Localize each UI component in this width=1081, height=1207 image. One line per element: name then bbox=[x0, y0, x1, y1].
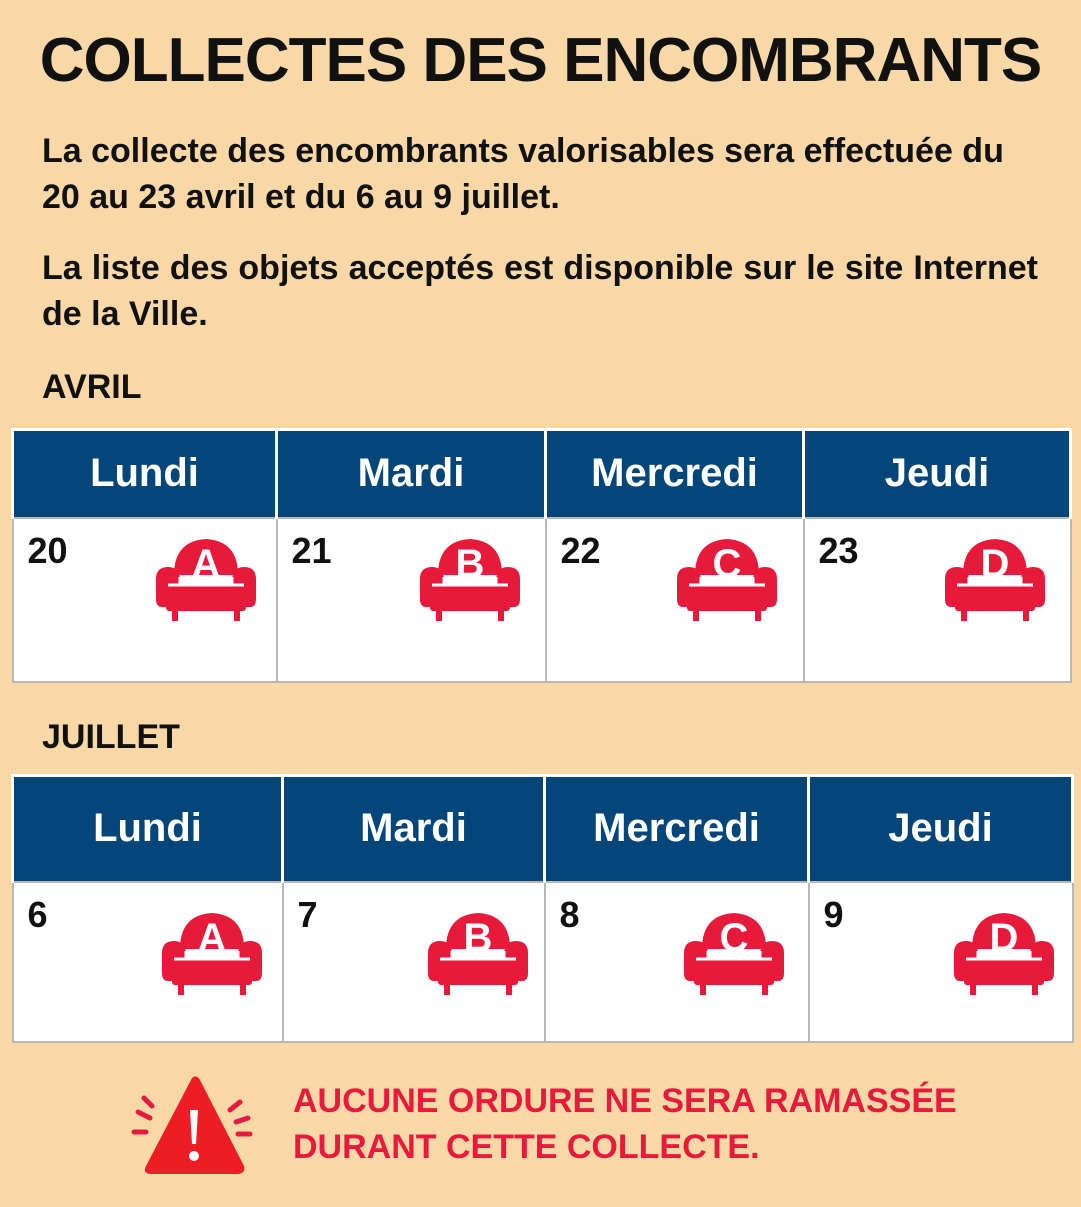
armchair-icon bbox=[950, 907, 1058, 1003]
day-header-jeudi: Jeudi bbox=[809, 776, 1073, 882]
notice-line-1: AUCUNE ORDURE NE SERA RAMASSÉE bbox=[293, 1082, 957, 1120]
armchair-icon bbox=[416, 533, 524, 629]
zone-letter: A bbox=[191, 541, 220, 586]
day-number: 22 bbox=[560, 529, 601, 571]
day-number: 9 bbox=[823, 893, 844, 935]
armchair-icon bbox=[680, 907, 788, 1003]
warning-triangle-icon bbox=[130, 1070, 260, 1180]
intro-dates: La collecte des encombrants valorisables sera effectuée du 20 au 23 avril et du 6 au 9 juillet. bbox=[42, 132, 1004, 216]
armchair-icon bbox=[158, 907, 266, 1003]
day-header-lundi: Lundi bbox=[13, 776, 283, 882]
notice-text bbox=[293, 1078, 957, 1170]
armchair-icon bbox=[673, 533, 781, 629]
day-number: 6 bbox=[27, 893, 48, 935]
day-cell bbox=[546, 518, 804, 682]
day-header-lundi: Lundi bbox=[13, 430, 277, 518]
day-cell bbox=[809, 882, 1073, 1042]
zone-letter: B bbox=[455, 541, 484, 586]
day-header-jeudi: Jeudi bbox=[804, 430, 1071, 518]
armchair-icon bbox=[424, 907, 532, 1003]
day-header-mercredi: Mercredi bbox=[546, 430, 804, 518]
day-cell bbox=[277, 518, 546, 682]
day-cell bbox=[545, 882, 809, 1042]
zone-letter: D bbox=[980, 541, 1009, 586]
day-header-mardi: Mardi bbox=[283, 776, 545, 882]
day-cell bbox=[283, 882, 545, 1042]
day-number: 7 bbox=[297, 893, 318, 935]
armchair-icon bbox=[152, 533, 260, 629]
day-cell bbox=[13, 518, 277, 682]
month-label-july: JUILLET bbox=[42, 718, 180, 756]
zone-letter: D bbox=[989, 915, 1018, 960]
zone-letter: C bbox=[712, 541, 741, 586]
zone-letter: C bbox=[719, 915, 748, 960]
day-cell bbox=[804, 518, 1071, 682]
day-number: 23 bbox=[818, 529, 859, 571]
day-header-mardi: Mardi bbox=[277, 430, 546, 518]
zone-letter: A bbox=[197, 915, 226, 960]
day-header-mercredi: Mercredi bbox=[545, 776, 809, 882]
calendar-july bbox=[11, 774, 1074, 1043]
month-label-april: AVRIL bbox=[42, 368, 142, 406]
day-number: 20 bbox=[27, 529, 68, 571]
zone-letter: B bbox=[463, 915, 492, 960]
day-number: 8 bbox=[559, 893, 580, 935]
page-title: COLLECTES DES ENCOMBRANTS bbox=[39, 26, 1042, 95]
notice-line-2: DURANT CETTE COLLECTE. bbox=[293, 1128, 760, 1166]
day-number: 21 bbox=[291, 529, 332, 571]
armchair-icon bbox=[941, 533, 1049, 629]
calendar-april bbox=[11, 428, 1072, 683]
intro-website: La liste des objets acceptés est disponible sur le site Internet de la Ville. bbox=[42, 249, 1038, 333]
day-cell bbox=[13, 882, 283, 1042]
